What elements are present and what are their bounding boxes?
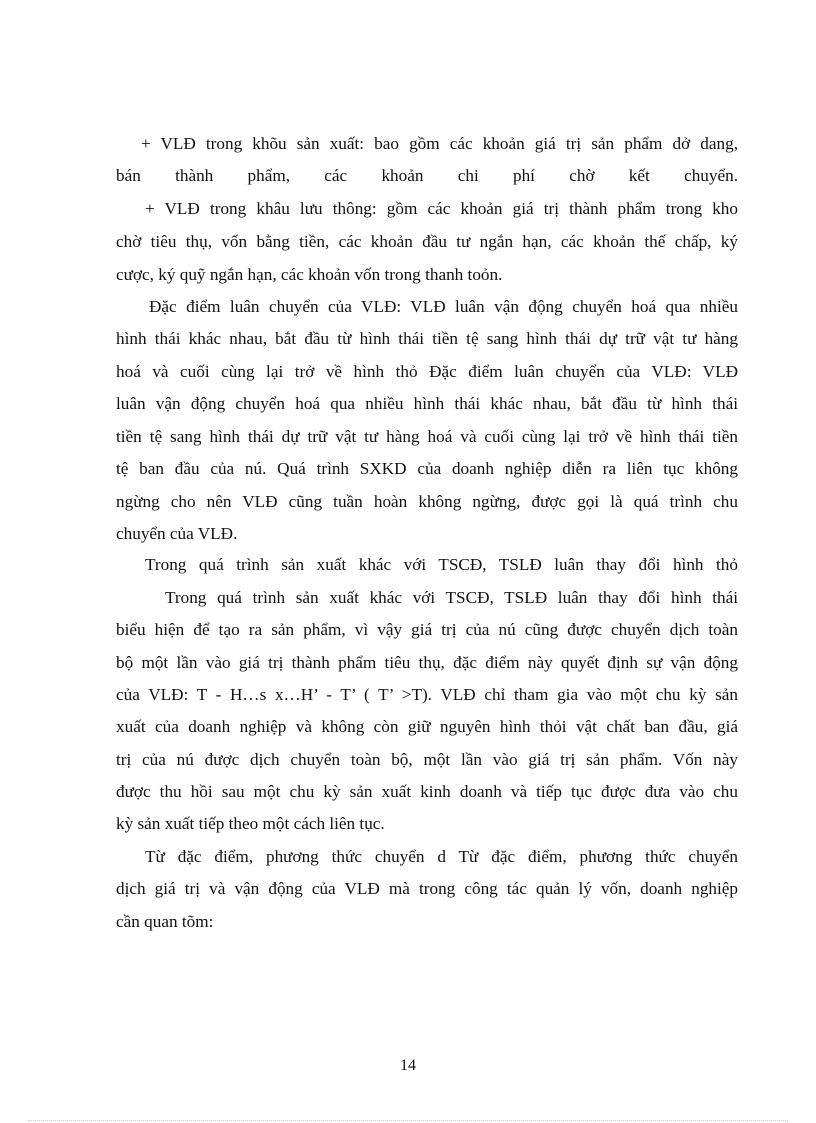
text-line-24: dịch giá trị và vận động của VLĐ mà trong công tác quản lý vốn, doanh nghiệp — [116, 879, 738, 898]
text-line-23: Từ đặc điểm, phương thức chuyển d Từ đặc điểm, phương thức chuyển — [145, 847, 738, 866]
text-line-15: Trong quá trình sản xuất khác với TSCĐ, TSLĐ luân thay đổi hình thái — [165, 588, 738, 607]
text-line-21: được thu hồi sau một chu kỳ sản xuất kinh doanh và tiếp tục được đưa vào chu — [116, 782, 738, 801]
text-line-16: biểu hiện để tạo ra sản phẩm, vì vậy giá trị của nú cũng được chuyển dịch toàn — [116, 620, 738, 639]
text-line-20: trị của nú được dịch chuyển toàn bộ, một lần vào giá trị sản phẩm. Vốn này — [116, 750, 738, 769]
text-line-6: Đặc điểm luân chuyển của VLĐ: VLĐ luân vận động chuyển hoá qua nhiều — [149, 297, 738, 316]
text-line-2: bán thành phẩm, các khoản chi phí chờ kết chuyển. — [116, 166, 738, 185]
text-line-22: kỳ sản xuất tiếp theo một cách liên tục. — [116, 814, 385, 833]
text-line-4: chờ tiêu thụ, vốn bằng tiền, các khoản đầu tư ngắn hạn, các khoản thế chấp, ký — [116, 232, 738, 251]
page-bottom-border — [28, 1120, 788, 1121]
text-line-13: chuyển của VLĐ. — [116, 524, 238, 543]
text-line-8: hoá và cuối cùng lại trở về hình thỏ Đặc điểm luân chuyển của VLĐ: VLĐ — [116, 362, 738, 381]
text-line-11: tệ ban đầu của nú. Quá trình SXKD của doanh nghiệp diễn ra liên tục không — [116, 459, 738, 478]
text-line-19: xuất của doanh nghiệp và không còn giữ nguyên hình thỏi vật chất ban đầu, giá — [116, 717, 738, 736]
text-line-14: Trong quá trình sản xuất khác với TSCĐ, TSLĐ luân thay đổi hình thỏ — [145, 555, 738, 574]
text-line-9: luân vận động chuyển hoá qua nhiều hình thái khác nhau, bắt đầu từ hình thái — [116, 394, 738, 413]
text-line-1: + VLĐ trong khõu sản xuất: bao gồm các khoản giá trị sản phẩm dở dang, — [141, 134, 738, 153]
text-line-10: tiền tệ sang hình thái dự trữ vật tư hàng hoá và cuối cùng lại trở về hình thái tiền — [116, 427, 738, 446]
text-line-5: cược, ký quỹ ngắn hạn, các khoản vốn trong thanh toỏn. — [116, 265, 503, 284]
text-line-18: của VLĐ: T - H…s x…H’ - T’ ( T’ >T). VLĐ chỉ tham gia vào một chu kỳ sản — [116, 685, 738, 704]
text-line-25: cần quan tõm: — [116, 912, 214, 931]
page-number: 14 — [400, 1057, 416, 1074]
text-line-7: hình thái khác nhau, bắt đầu từ hình thái tiền tệ sang hình thái dự trữ vật tư hàng — [116, 329, 738, 348]
text-line-17: bộ một lần vào giá trị thành phẩm tiêu thụ, đặc điểm này quyết định sự vận động — [116, 653, 738, 672]
text-line-3: + VLĐ trong khâu lưu thông: gồm các khoản giá trị thành phẩm trong kho — [145, 199, 738, 218]
text-line-12: ngừng cho nên VLĐ cũng tuần hoàn không ngừng, được gọi là quá trình chu — [116, 492, 738, 511]
